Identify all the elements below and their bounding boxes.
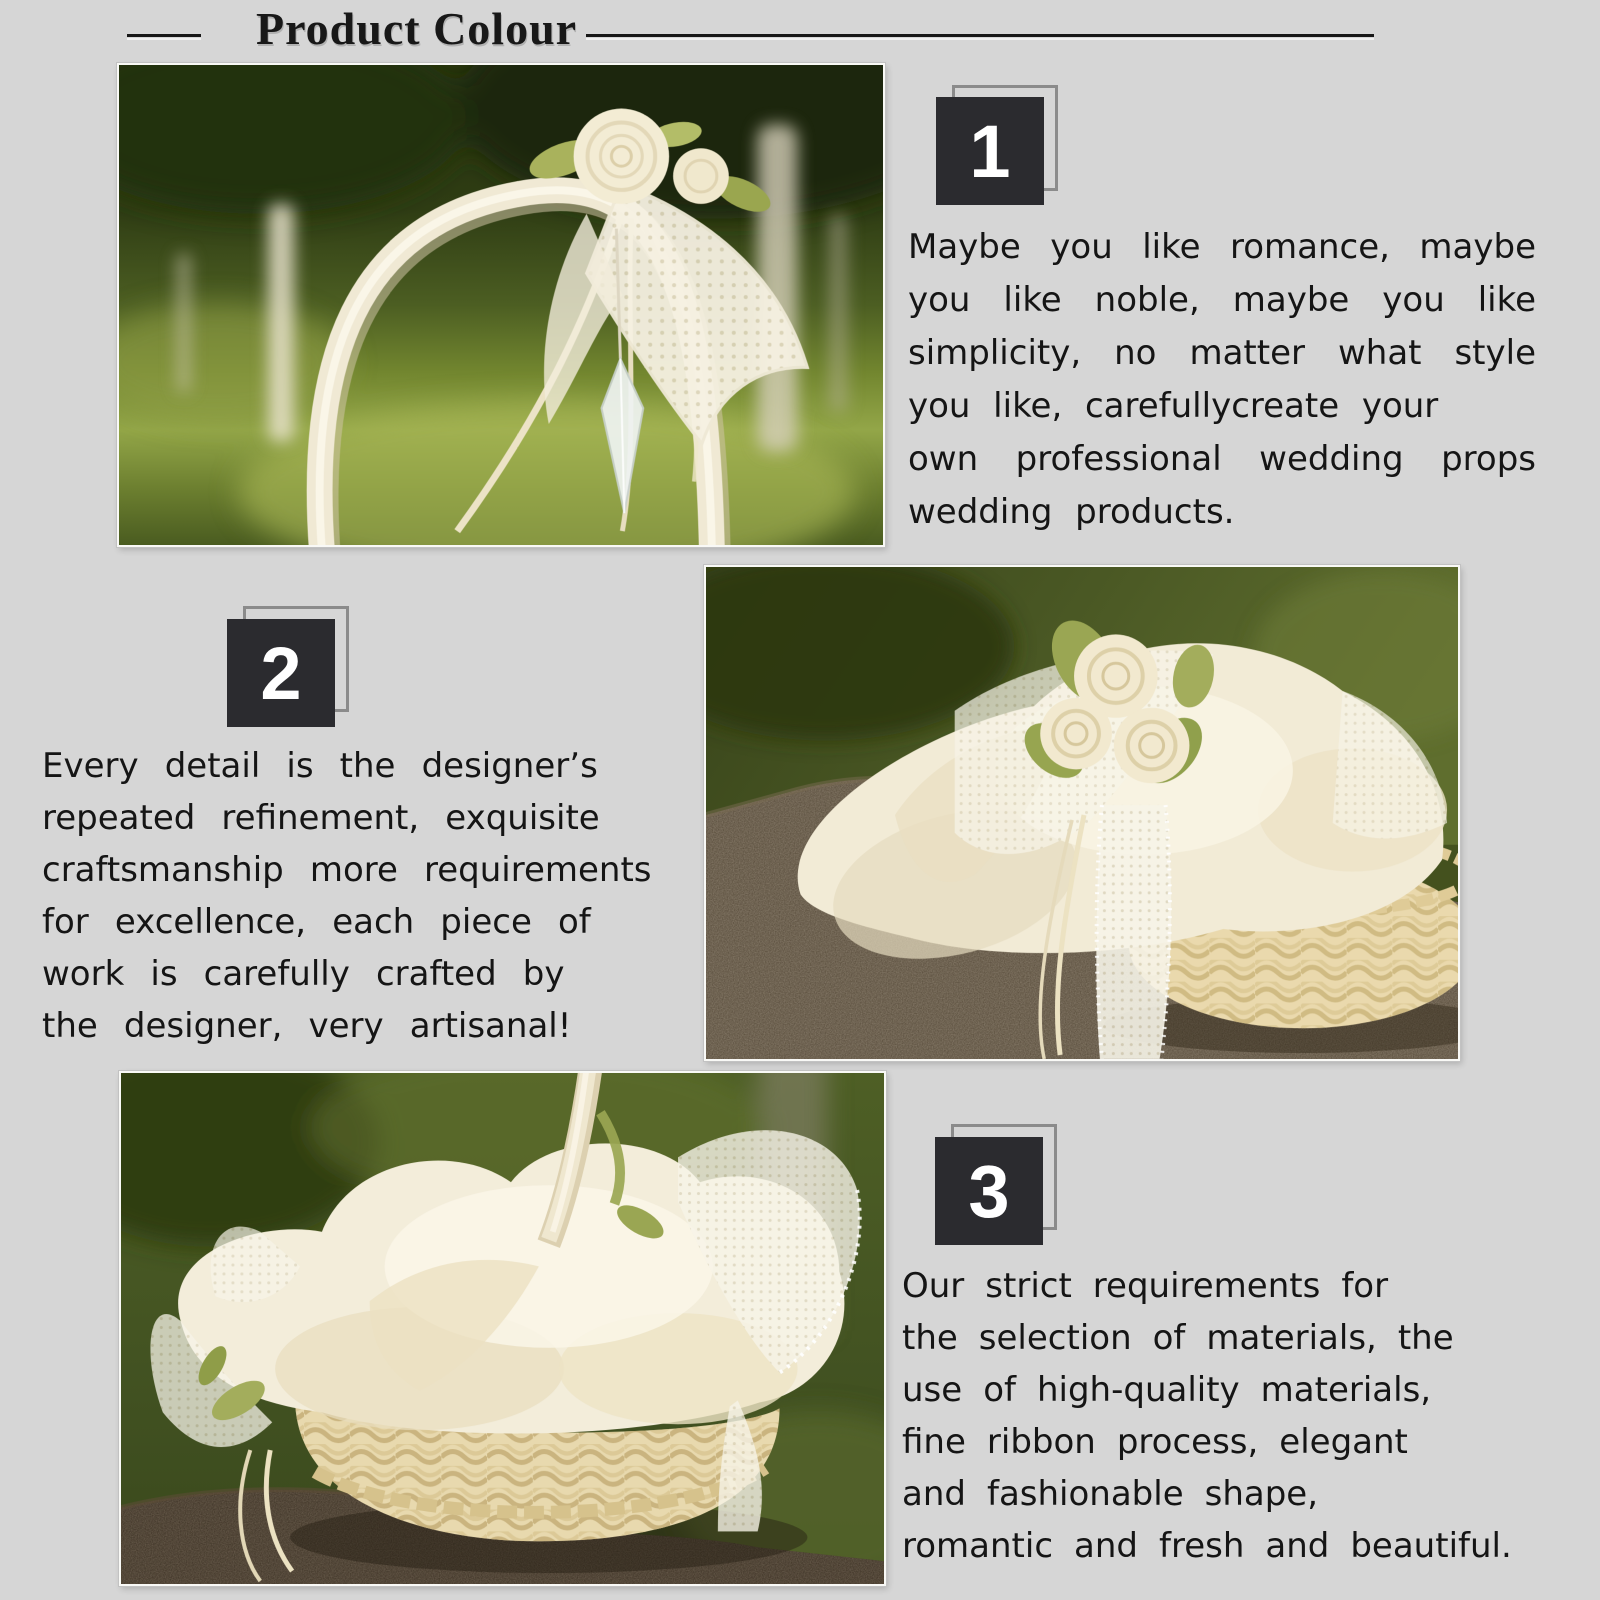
- description-line: Our strict requirements for: [902, 1266, 1389, 1306]
- page-title: Product Colour: [256, 3, 578, 54]
- description-line: the designer, very artisanal!: [42, 1006, 572, 1046]
- basket-handle-photo-illustration: [119, 65, 883, 545]
- description-line: for excellence, each piece of: [42, 902, 591, 942]
- product-description-1: [908, 221, 1536, 539]
- description-line: you like noble, maybe you like: [908, 280, 1536, 320]
- description-line: own professional wedding props: [908, 439, 1536, 479]
- basket-rosettes-photo-illustration: [706, 567, 1458, 1059]
- full-basket-photo-illustration: [121, 1073, 884, 1584]
- step-number-2: 2: [260, 631, 302, 715]
- description-line: use of high-quality materials,: [902, 1370, 1432, 1410]
- description-line: you like, carefullycreate your: [908, 386, 1439, 426]
- description-line: Every detail is the designer’s: [42, 746, 598, 786]
- step-number-badge-3: [935, 1137, 1043, 1245]
- product-description-3: [902, 1260, 1562, 1572]
- step-number-badge-2: [227, 619, 335, 727]
- step-number-3: 3: [968, 1149, 1010, 1233]
- product-description-2: [42, 740, 687, 1052]
- description-line: wedding products.: [908, 492, 1235, 532]
- description-line: and fashionable shape,: [902, 1474, 1319, 1514]
- description-line: romantic and fresh and beautiful.: [902, 1526, 1512, 1566]
- description-line: Maybe you like romance, maybe: [908, 227, 1536, 267]
- step-number-1: 1: [969, 109, 1011, 193]
- product-photo-3: [119, 1071, 886, 1586]
- description-line: repeated refinement, exquisite: [42, 798, 600, 838]
- description-line: fine ribbon process, elegant: [902, 1422, 1408, 1462]
- description-line: the selection of materials, the: [902, 1318, 1454, 1358]
- description-line: simplicity, no matter what style: [908, 333, 1536, 373]
- description-line: craftsmanship more requirements: [42, 850, 652, 890]
- header-rule-right: [586, 34, 1374, 37]
- description-line: work is carefully crafted by: [42, 954, 565, 994]
- product-photo-2: [704, 565, 1460, 1061]
- product-photo-1: [117, 63, 885, 547]
- header-rule-left: [127, 34, 201, 37]
- step-number-badge-1: [936, 97, 1044, 205]
